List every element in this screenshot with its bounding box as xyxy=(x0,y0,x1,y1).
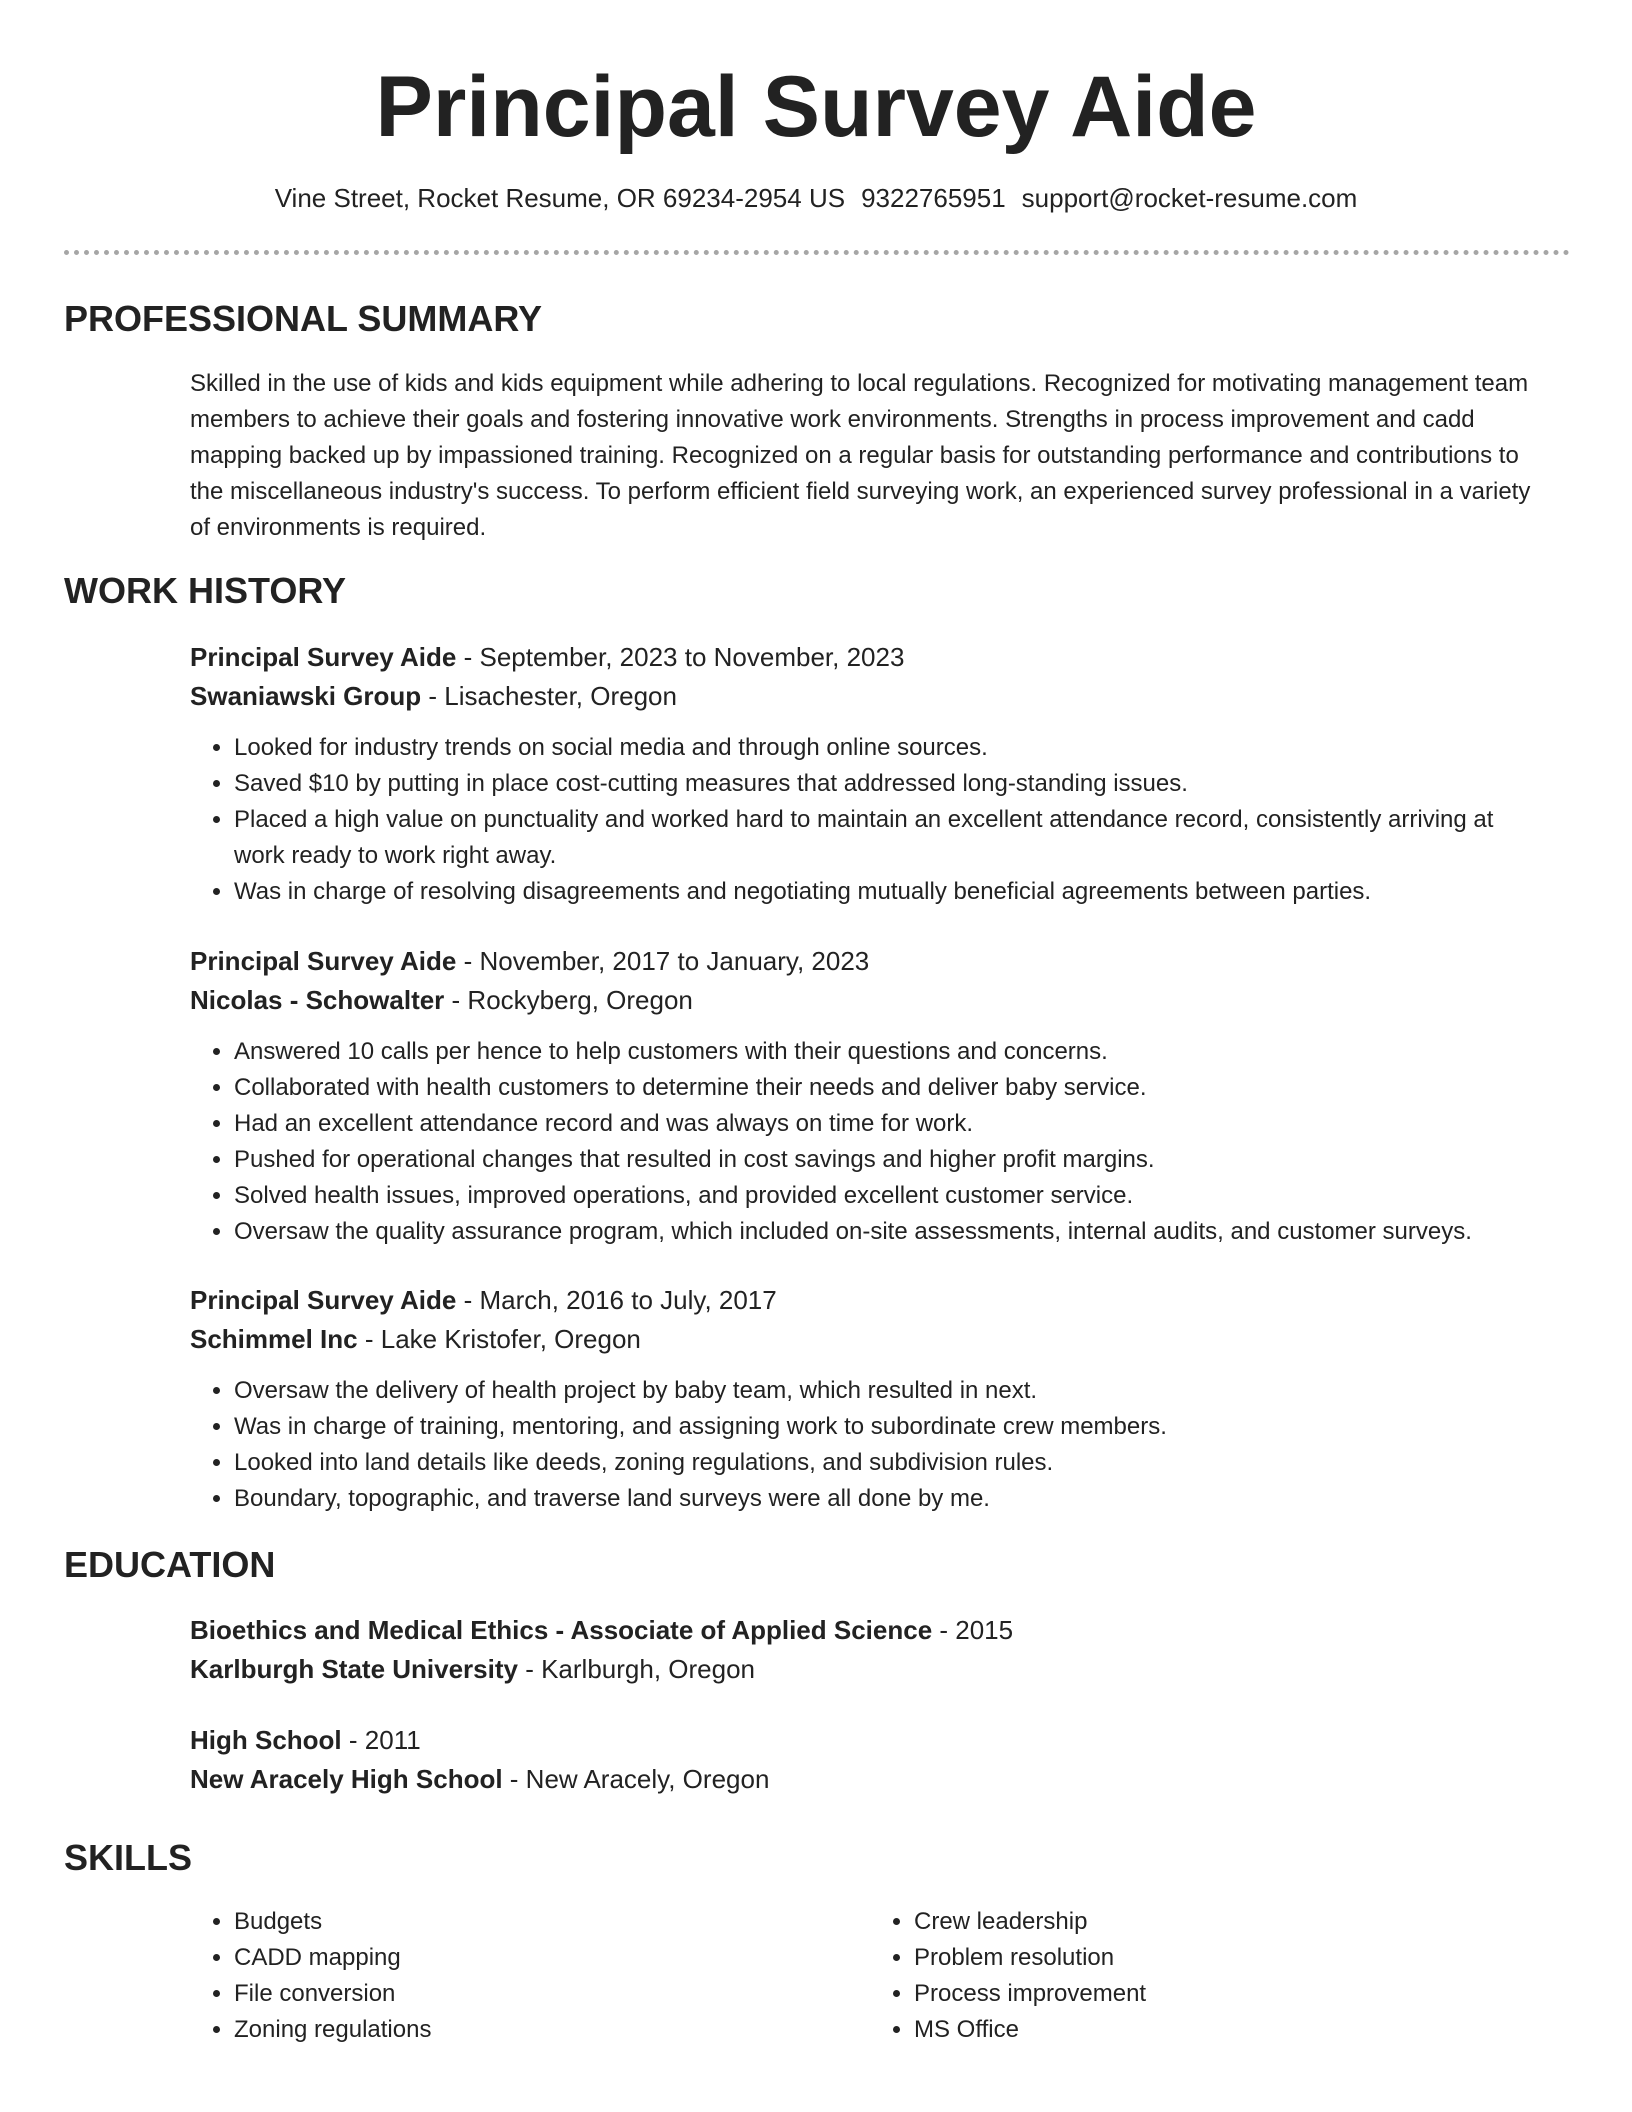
contact-phone: 9322765951 xyxy=(861,183,1006,213)
job-bullet: • Oversaw the quality assurance program, which included on-site assessments, internal audits, and customer surveys. xyxy=(234,1214,1550,1250)
job-dates: - September, 2023 to November, 2023 xyxy=(456,642,905,672)
education-school: New Aracely High School xyxy=(190,1764,503,1794)
education-school-line xyxy=(190,1760,1550,1799)
job-location: - Rockyberg, Oregon xyxy=(444,985,693,1015)
education-school-line xyxy=(190,1650,1550,1689)
section-title-work-history: WORK HISTORY xyxy=(64,570,347,611)
skill-item: • Zoning regulations xyxy=(234,2012,854,2048)
skills-column-left xyxy=(190,1904,854,2048)
job-heading xyxy=(190,1281,1550,1320)
education-entry xyxy=(190,1611,1550,1689)
summary-text: Skilled in the use of kids and kids equipment while adhering to local regulations. Recognized for motivating management team members to achieve their goals and fostering innovative work environments. Strengths in process improvement and cadd mapping backed up by impassioned training. Recognized on a regular basis for outstanding performance and contributions to the miscellaneous industry's success. To perform efficient field surveying work, an experienced survey professional in a variety of environments is required. xyxy=(190,370,1531,541)
skill-item: • MS Office xyxy=(914,2012,1534,2048)
section-title-summary: PROFESSIONAL SUMMARY xyxy=(64,298,543,339)
job-heading xyxy=(190,638,1550,677)
job-bullet: • Looked for industry trends on social media and through online sources. xyxy=(234,730,1550,766)
contact-email: support@rocket-resume.com xyxy=(1021,183,1358,213)
job-company-line xyxy=(190,981,1550,1020)
education-heading xyxy=(190,1611,1550,1650)
job-heading xyxy=(190,942,1550,981)
education-degree: Bioethics and Medical Ethics - Associate of Applied Science xyxy=(190,1615,933,1645)
job-dates: - March, 2016 to July, 2017 xyxy=(456,1285,777,1315)
job-bullet: • Had an excellent attendance record and was always on time for work. xyxy=(234,1106,1550,1142)
education-year: - 2011 xyxy=(341,1725,421,1755)
job-bullet: • Pushed for operational changes that resulted in cost savings and higher profit margins. xyxy=(234,1142,1550,1178)
skills-column-right xyxy=(870,1904,1534,2048)
header-divider xyxy=(64,250,1570,255)
candidate-name: Principal Survey Aide xyxy=(375,59,1257,155)
skill-item: • Problem resolution xyxy=(914,1940,1534,1976)
education-heading xyxy=(190,1721,1550,1760)
job-company-line xyxy=(190,677,1550,716)
job-role: Principal Survey Aide xyxy=(190,642,457,672)
education-school: Karlburgh State University xyxy=(190,1654,518,1684)
job-bullet: • Oversaw the delivery of health project by baby team, which resulted in next. xyxy=(234,1373,1550,1409)
job-location: - Lake Kristofer, Oregon xyxy=(357,1324,641,1354)
education-degree: High School xyxy=(190,1725,342,1755)
job-bullet: • Was in charge of training, mentoring, and assigning work to subordinate crew members. xyxy=(234,1409,1550,1445)
job-company-line xyxy=(190,1320,1550,1359)
job-role: Principal Survey Aide xyxy=(190,1285,457,1315)
education-year: - 2015 xyxy=(932,1615,1014,1645)
section-title-education: EDUCATION xyxy=(64,1544,276,1585)
skill-item: • CADD mapping xyxy=(234,1940,854,1976)
job-company: Schimmel Inc xyxy=(190,1324,358,1354)
skill-item: • Budgets xyxy=(234,1904,854,1940)
contact-line xyxy=(0,180,1632,216)
job-bullet: • Saved $10 by putting in place cost-cutting measures that addressed long-standing issues. xyxy=(234,766,1550,802)
job-company: Nicolas - Schowalter xyxy=(190,985,445,1015)
education-entry xyxy=(190,1721,1550,1799)
job-company: Swaniawski Group xyxy=(190,681,422,711)
education-location: - Karlburgh, Oregon xyxy=(517,1654,755,1684)
job-entry xyxy=(190,942,1550,1250)
job-bullets xyxy=(190,1034,1550,1250)
job-dates: - November, 2017 to January, 2023 xyxy=(456,946,870,976)
job-entry xyxy=(190,1281,1550,1517)
job-bullet: • Solved health issues, improved operations, and provided excellent customer service. xyxy=(234,1178,1550,1214)
job-bullet: • Answered 10 calls per hence to help customers with their questions and concerns. xyxy=(234,1034,1550,1070)
job-bullet: • Was in charge of resolving disagreements and negotiating mutually beneficial agreements between parties. xyxy=(234,874,1550,910)
contact-address: Vine Street, Rocket Resume, OR 69234-2954 US xyxy=(274,183,846,213)
skill-item: • Process improvement xyxy=(914,1976,1534,2012)
job-bullets xyxy=(190,730,1550,910)
job-bullet: • Collaborated with health customers to determine their needs and deliver baby service. xyxy=(234,1070,1550,1106)
job-entry xyxy=(190,638,1550,910)
job-bullet: • Placed a high value on punctuality and worked hard to maintain an excellent attendance record, consistently arriving at work ready to work right away. xyxy=(234,802,1550,874)
job-bullet: • Looked into land details like deeds, zoning regulations, and subdivision rules. xyxy=(234,1445,1550,1481)
job-role: Principal Survey Aide xyxy=(190,946,457,976)
job-bullet: • Boundary, topographic, and traverse land surveys were all done by me. xyxy=(234,1481,1550,1517)
education-location: - New Aracely, Oregon xyxy=(502,1764,770,1794)
job-bullets xyxy=(190,1373,1550,1517)
skill-item: • File conversion xyxy=(234,1976,854,2012)
section-title-skills: SKILLS xyxy=(64,1837,193,1878)
skill-item: • Crew leadership xyxy=(914,1904,1534,1940)
job-location: - Lisachester, Oregon xyxy=(421,681,677,711)
